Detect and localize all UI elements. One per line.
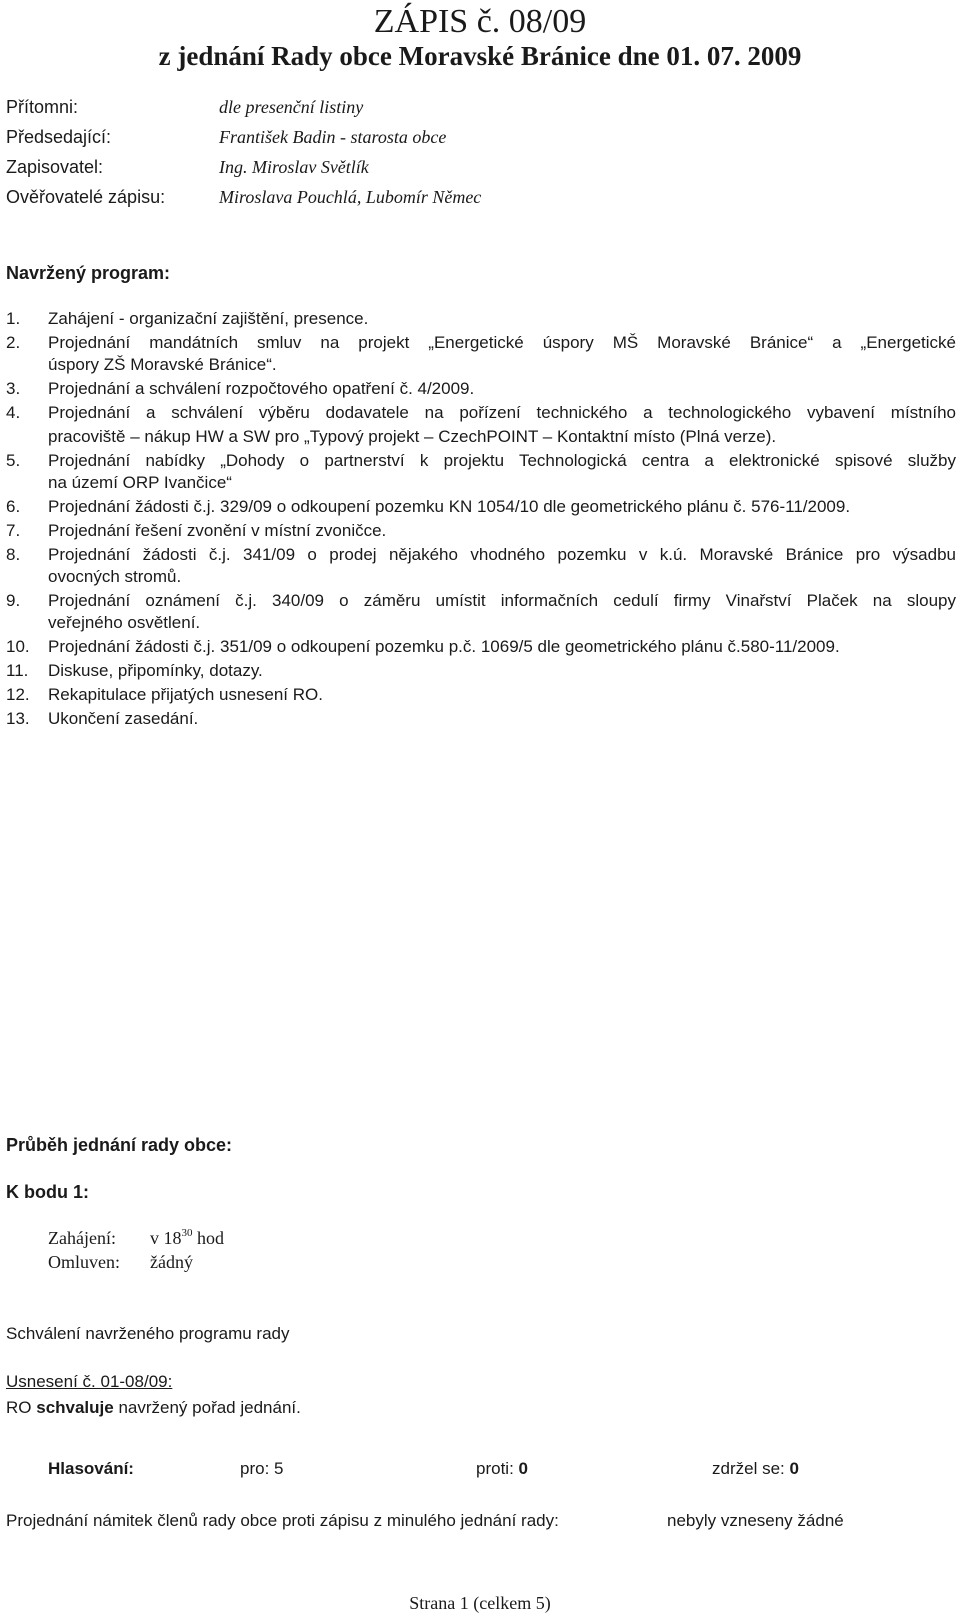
recorder-value: Ing. Miroslav Světlík xyxy=(219,157,369,177)
resolution-text xyxy=(6,1397,301,1419)
program-item-text: Ukončení zasedání. xyxy=(48,709,199,728)
start-time xyxy=(150,1227,224,1249)
program-item-number: 12. xyxy=(6,685,30,704)
vote-against xyxy=(476,1458,528,1480)
proceedings-heading: Průběh jednání rady obce: xyxy=(6,1135,233,1155)
document-title: ZÁPIS č. 08/09 xyxy=(373,3,587,40)
resolution-prefix: RO xyxy=(6,1398,37,1417)
program-list xyxy=(0,308,960,738)
start-label: Zahájení: xyxy=(48,1228,116,1248)
document-subtitle: z jednání Rady obce Moravské Bránice dne 01. 07. 2009 xyxy=(158,41,802,71)
program-item-text: Projednání nabídky „Dohody o partnerství k projektu Technologická centra a elektronické spisové služby xyxy=(48,451,956,470)
vote-abstain-value: 0 xyxy=(789,1459,799,1478)
resolution-suffix: navržený pořad jednání. xyxy=(113,1398,301,1417)
resolution-label: Usnesení č. 01-08/09: xyxy=(6,1372,173,1391)
program-item-text: Projednání a schválení rozpočtového opatření č. 4/2009. xyxy=(48,379,475,398)
program-item-text: Zahájení - organizační zajištění, presence. xyxy=(48,309,369,328)
program-item-text: na území ORP Ivančice“ xyxy=(48,473,232,492)
program-item-text: úspory ZŠ Moravské Bránice“. xyxy=(48,355,277,374)
program-item-text: veřejného osvětlení. xyxy=(48,613,201,632)
program-heading: Navržený program: xyxy=(6,263,171,283)
present-label: Přítomni: xyxy=(6,97,79,117)
program-item-number: 9. xyxy=(6,591,21,610)
absent-label: Omluven: xyxy=(48,1252,120,1272)
point-heading: K bodu 1: xyxy=(6,1182,89,1202)
present-value: dle presenční listiny xyxy=(219,97,364,117)
program-item-text: Projednání a schválení výběru dodavatele na pořízení technického a technologického vybavení místního xyxy=(48,403,956,422)
absent-value: žádný xyxy=(150,1252,193,1272)
program-item-number: 11. xyxy=(6,661,29,680)
objections-label: Projednání námitek členů rady obce proti zápisu z minulého jednání rady: xyxy=(6,1511,559,1530)
program-item-text: pracoviště – nákup HW a SW pro „Typový projekt – CzechPOINT – Kontaktní místo (Plná verze). xyxy=(48,427,777,446)
program-item-number: 4. xyxy=(6,403,21,422)
program-item-text: Projednání oznámení č.j. 340/09 o záměru umístit informačních cedulí firmy Vinařství Plaček na sloupy xyxy=(48,591,956,610)
start-time-unit: hod xyxy=(192,1228,224,1248)
program-item-number: 3. xyxy=(6,379,21,398)
vote-label: Hlasování: xyxy=(48,1459,134,1478)
objections-value: nebyly vzneseny žádné xyxy=(667,1511,844,1530)
program-item-text: Projednání žádosti č.j. 351/09 o odkoupení pozemku p.č. 1069/5 dle geometrického plánu č.580-11/2009. xyxy=(48,637,840,656)
vote-against-label: proti: xyxy=(476,1459,519,1478)
vote-abstain xyxy=(712,1458,799,1480)
program-item-text: ovocných stromů. xyxy=(48,567,182,586)
program-item-text: Diskuse, připomínky, dotazy. xyxy=(48,661,263,680)
program-item-number: 6. xyxy=(6,497,21,516)
program-item-text: Rekapitulace přijatých usnesení RO. xyxy=(48,685,323,704)
chair-value: František Badin - starosta obce xyxy=(219,127,447,147)
verifiers-label: Ověřovatelé zápisu: xyxy=(6,187,166,207)
start-time-minutes: 30 xyxy=(181,1227,193,1239)
program-item-number: 10. xyxy=(6,637,30,656)
vote-abstain-label: zdržel se: xyxy=(712,1459,790,1478)
start-time-hours: v 18 xyxy=(150,1228,182,1248)
chair-label: Předsedající: xyxy=(6,127,112,147)
verifiers-value: Miroslava Pouchlá, Lubomír Němec xyxy=(219,187,482,207)
program-item-number: 8. xyxy=(6,545,21,564)
vote-for: pro: 5 xyxy=(240,1459,284,1478)
program-item-number: 2. xyxy=(6,333,21,352)
vote-against-value: 0 xyxy=(518,1459,528,1478)
recorder-label: Zapisovatel: xyxy=(6,157,104,177)
program-item-text: Projednání žádosti č.j. 341/09 o prodej nějakého vhodného pozemku v k.ú. Moravské Bránice pro výsadbu xyxy=(48,545,956,564)
program-item-number: 7. xyxy=(6,521,21,540)
resolution-verb: schvaluje xyxy=(36,1398,114,1417)
program-item-number: 5. xyxy=(6,451,21,470)
program-item-number: 13. xyxy=(6,709,30,728)
program-item-number: 1. xyxy=(6,309,21,328)
program-item-text: Projednání mandátních smluv na projekt „Energetické úspory MŠ Moravské Bránice“ a „Energetické xyxy=(48,333,956,352)
program-item-text: Projednání žádosti č.j. 329/09 o odkoupení pozemku KN 1054/10 dle geometrického plánu č. 576-11/2009. xyxy=(48,497,851,516)
approval-title: Schválení navrženého programu rady xyxy=(6,1324,290,1343)
program-item-text: Projednání řešení zvonění v místní zvoničce. xyxy=(48,521,387,540)
page-number: Strana 1 (celkem 5) xyxy=(409,1593,551,1613)
